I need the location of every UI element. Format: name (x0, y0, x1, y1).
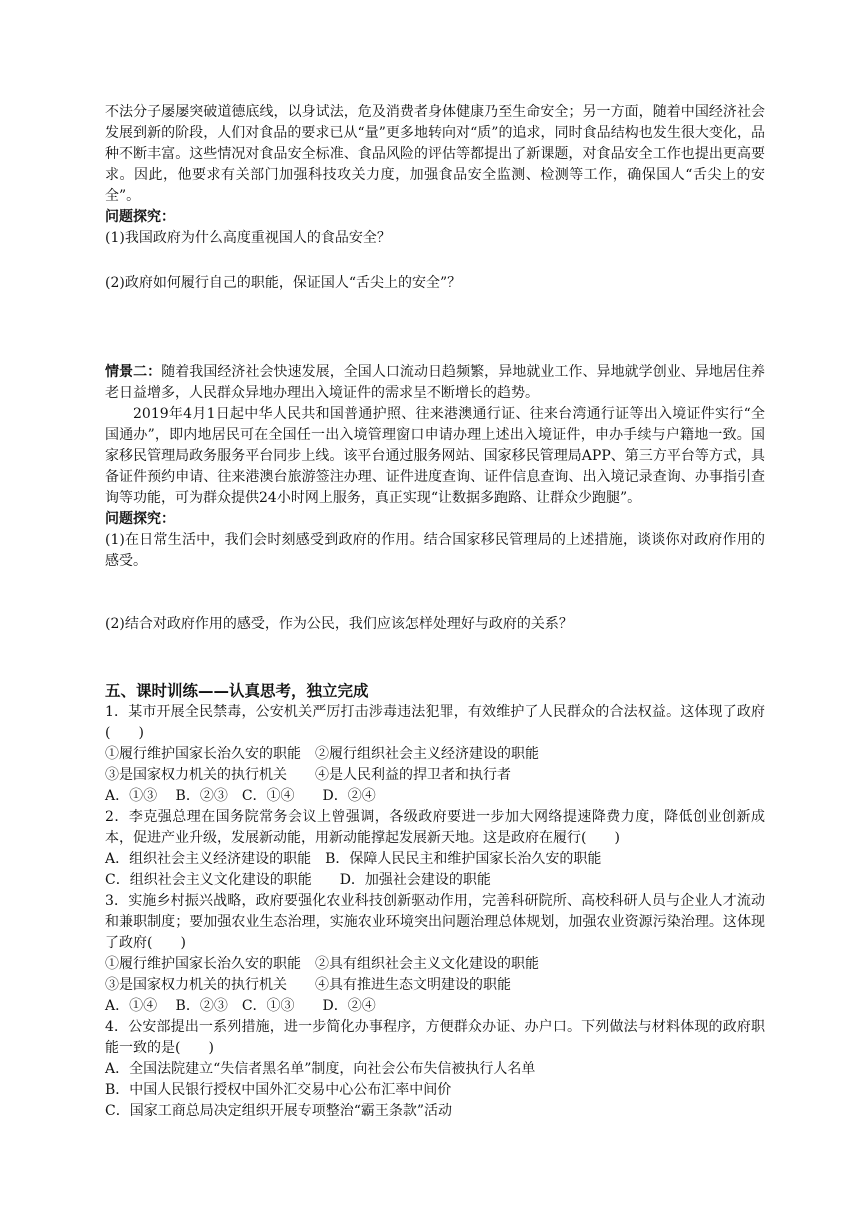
scenario-2-label: 情景二： (105, 364, 162, 380)
question-3-answer-choices: A．①④ B．②③ C．①③ D．②④ (105, 998, 376, 1014)
section-5-block (105, 681, 765, 1122)
scenario-2-question-2: (2)结合对政府作用的感受，作为公民，我们应该怎样处理好与政府的关系？ (105, 616, 573, 632)
question-2-stem: 2．李克强总理在国务院常务会议上曾强调，各级政府要进一步加大网络提速降费力度，降低创业创新成本，促进产业升级，发展新动能，用新动能撑起发展新天地。这是政府在履行( ) (105, 809, 765, 846)
intro-question-2-block (105, 273, 765, 294)
question-1-option-line: ③是国家权力机关的执行机关 ④是人民利益的捍卫者和执行者 (105, 767, 511, 783)
inquiry-label: 问题探究： (105, 209, 175, 225)
question-1-stem: 1．某市开展全民禁毒，公安机关严厉打击涉毒违法犯罪，有效维护了人民群众的合法权益。这体现了政府( ) (105, 704, 765, 741)
intro-question-1: (1)我国政府为什么高度重视国人的食品安全？ (105, 230, 391, 246)
question-4-option-b: B．中国人民银行授权中国外汇交易中心公布汇率中间价 (105, 1082, 452, 1098)
scenario-2-inquiry-label: 问题探究： (105, 511, 175, 527)
question-4-option-a: A．全国法院建立“失信者黑名单”制度，向社会公布失信被执行人名单 (105, 1061, 536, 1077)
question-3-stem: 3．实施乡村振兴战略，政府要强化农业科技创新驱动作用，完善科研院所、高校科研人员与企业人才流动和兼职制度；要加强农业生态治理，实施农业环境突出问题治理总体规划，加强农业资源污染治理。这体现了政府( ) (105, 893, 765, 951)
question-2-option-line: C．组织社会主义文化建设的职能 D．加强社会建设的职能 (105, 872, 491, 888)
scenario-2-block (105, 362, 765, 572)
question-1-option-line: ①履行维护国家长治久安的职能 ②履行组织社会主义经济建设的职能 (105, 746, 539, 762)
intro-paragraph: 不法分子屡屡突破道德底线，以身试法，危及消费者身体健康乃至生命安全；另一方面，随着中国经济社会发展到新的阶段，人们对食品的要求已从“量”更多地转向对“质”的追求，同时食品结构也发生很大变化，品种不断丰富。这些情况对食品安全标准、食品风险的评估等都提出了新课题，对食品安全工作也提出更高要求。因此，他要求有关部门加强科技攻关力度，加强食品安全监测、检测等工作，确保国人“舌尖上的安全”。 (105, 104, 765, 204)
scenario-2-paragraph-1 (105, 362, 765, 404)
question-3-option-line: ③是国家权力机关的执行机关 ④具有推进生态文明建设的职能 (105, 977, 511, 993)
scenario-2-question-1: (1)在日常生活中，我们会时刻感受到政府的作用。结合国家移民管理局的上述措施，谈谈你对政府作用的感受。 (105, 532, 765, 569)
question-4-stem: 4．公安部提出一系列措施，进一步简化办事程序，方便群众办证、办户口。下列做法与材料体现的政府职能一致的是( ) (105, 1019, 765, 1056)
scenario-2-paragraph-2: 2019年4月1日起中华人民共和国普通护照、往来港澳通行证、往来台湾通行证等出入境证件实行“全国通办”，即内地居民可在全国任一出入境管理窗口申请办理上述出入境证件，申办手续与户籍地一致。国家移民管理局政务服务平台同步上线。该平台通过服务网站、国家移民管理局APP、第三方平台等方式，具备证件预约申请、往来港澳台旅游签注办理、证件进度查询、证件信息查询、出入境记录查询、办事指引查询等功能，可为群众提供24小时网上服务，真正实现“让数据多跑路、让群众少跑腿”。 (105, 406, 765, 506)
question-1-answer-choices: A．①③ B．②③ C．①④ D．②④ (105, 788, 376, 804)
section-5-title: 五、课时训练——认真思考，独立完成 (105, 682, 369, 700)
scenario-2-paragraph-1-text: 随着我国经济社会快速发展，全国人口流动日趋频繁，异地就业工作、异地就学创业、异地居住养老日益增多，人民群众异地办理出入境证件的需求呈不断增长的趋势。 (105, 364, 766, 401)
question-2-option-line: A．组织社会主义经济建设的职能 B．保障人民民主和维护国家长治久安的职能 (105, 851, 602, 867)
scenario-2-question-2-block (105, 614, 765, 635)
intro-block (105, 102, 765, 249)
question-3-option-line: ①履行维护国家长治久安的职能 ②具有组织社会主义文化建设的职能 (105, 956, 539, 972)
question-4-option-c: C．国家工商总局决定组织开展专项整治“霸王条款”活动 (105, 1103, 453, 1119)
intro-question-2: (2)政府如何履行自己的职能，保证国人“舌尖上的安全”？ (105, 275, 462, 291)
